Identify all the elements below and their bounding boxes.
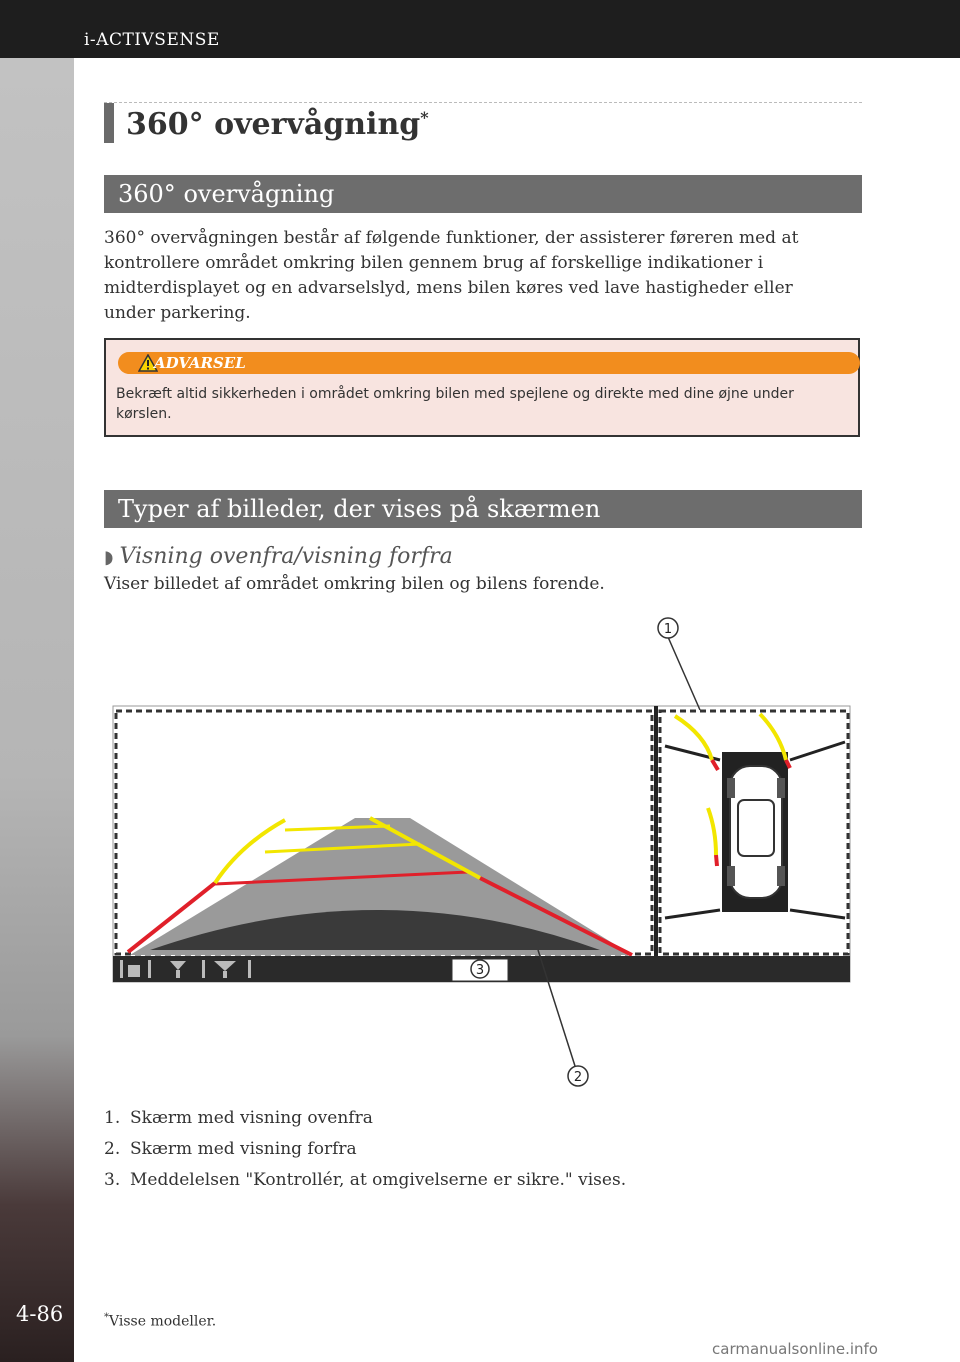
- watermark: carmanualsonline.info: [712, 1340, 878, 1358]
- section-heading-text: Typer af billeder, der vises på skærmen: [118, 495, 601, 523]
- title-asterisk: *: [420, 108, 429, 127]
- footnote: [104, 1312, 216, 1330]
- view-divider: [654, 706, 658, 956]
- footnote-asterisk: *: [104, 1312, 109, 1323]
- callout-2-label: 2: [573, 1070, 583, 1085]
- title-text: 360° overvågning: [126, 107, 421, 142]
- subheading-text: Visning ovenfra/visning forfra: [119, 544, 453, 569]
- intro-paragraph: 360° overvågningen består af følgende funktioner, der assisterer føreren med at kontrollere området omkring bilen gennem brug af forskellige indikationer i midterdisplayet og en advarselslyd, mens bilen køres ved lave hastigheder eller under parkering.: [104, 228, 799, 323]
- subheading-description: Viser billedet af området omkring bilen og bilens forende.: [104, 574, 605, 594]
- callout-3-label: 3: [475, 963, 485, 978]
- callout-1-leader: [668, 637, 700, 710]
- list-item: 1. Skærm med visning ovenfra: [104, 1108, 373, 1128]
- footnote-text: Visse modeller.: [109, 1313, 217, 1330]
- section-name: i-ACTIVSENSE: [84, 30, 220, 50]
- callout-legend-list: [104, 1108, 626, 1201]
- chevron-right-icon: ◗: [104, 547, 114, 568]
- list-item: 3. Meddelelsen "Kontrollér, at omgivelserne er sikre." vises.: [104, 1170, 627, 1190]
- callout-1-label: 1: [663, 622, 673, 637]
- warning-text: Bekræft altid sikkerheden i området omkring bilen med spejlene og direkte med dine øjne under kørslen.: [116, 386, 794, 422]
- list-item: 2. Skærm med visning forfra: [104, 1139, 357, 1159]
- section-heading-text: 360° overvågning: [118, 180, 335, 208]
- warning-label: ADVARSEL: [154, 354, 246, 372]
- page-number: 4-86: [16, 1302, 64, 1326]
